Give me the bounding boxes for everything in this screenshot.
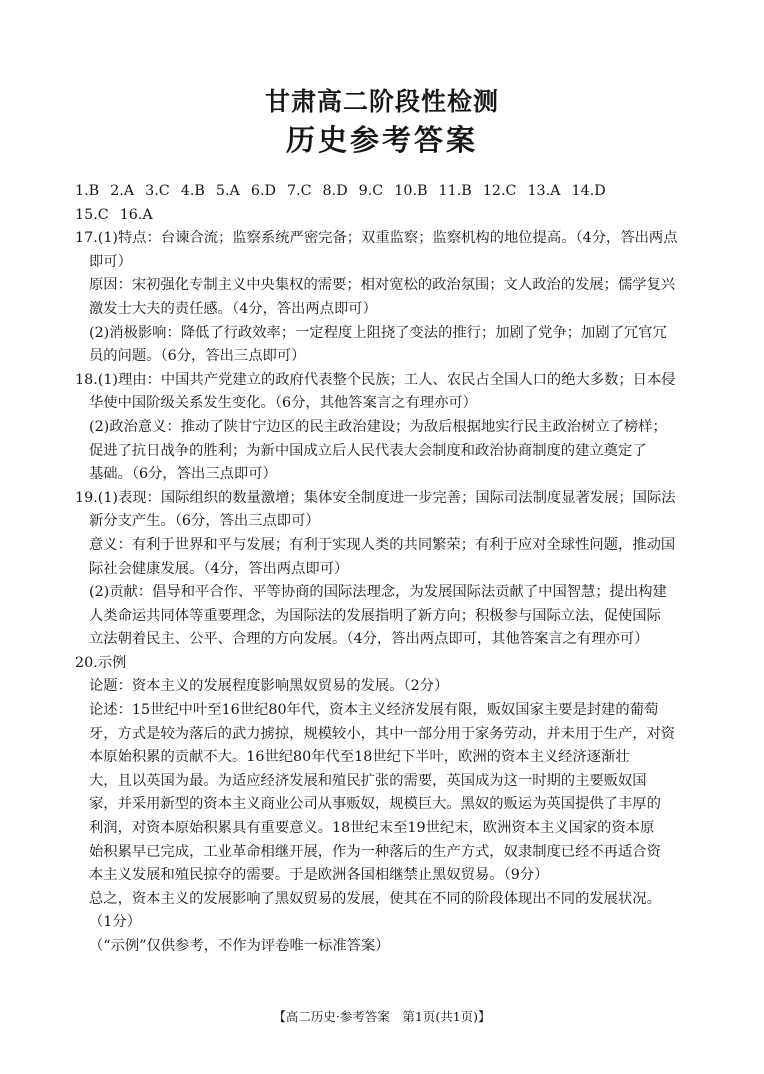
q17-reason-line: 原因：宋初强化专制主义中央集权的需要；相对宽松的政治氛围；文人政治的发展；儒学复兴 (89, 277, 676, 294)
q17-part2-line: 员的问题。（6分，答出三点即可） (89, 348, 306, 365)
mc-answer: 3.C (145, 183, 170, 199)
mc-answer: 13.A (527, 183, 561, 199)
mc-answer: 12.C (482, 183, 517, 199)
q20-heading: 20.示例 (75, 654, 127, 671)
q20-argument-line: 利润，对资本原始积累具有重要意义。18世纪末至19世纪末，欧洲资本主义国家的资本原 (89, 820, 655, 837)
mc-answer: 1.B (75, 183, 100, 199)
mc-answer: 7.C (286, 183, 312, 199)
mc-answer: 5.A (215, 183, 240, 199)
q18-part2-line: 促进了抗日战争的胜利；为新中国成立后人民代表大会制度和政治协商制度的建立奠定了 (89, 442, 647, 459)
page-footer: 【高二历史·参考答案 第1页(共1页)】 (273, 1009, 491, 1024)
mc-answer: 4.B (180, 183, 205, 199)
q20-conclusion-line: （1分） (89, 914, 141, 931)
mc-answers-row-1 (75, 180, 693, 204)
q20-argument-line: 始积累早已完成，工业革命相继开展，作为一种落后的生产方式，奴隶制度已经不再适合资 (89, 843, 661, 860)
mc-answer: 9.C (358, 183, 384, 199)
q20-argument-line: 牙，方式是较为落后的武力掳掠，规模较小，其中一部分用于家务劳动，并未用于生产，对资 (89, 725, 676, 742)
q20-conclusion-line: 总之，资本主义的发展影响了黑奴贸易的发展，使其在不同的阶段体现出不同的发展状况。 (89, 890, 661, 907)
q20-argument-line: 本主义发展和殖民掠夺的需要。于是欧洲各国相继禁止黑奴贸易。（9分） (89, 867, 549, 884)
q20-argument-line: 家，并采用新型的资本主义商业公司从事贩奴，规模巨大。黑奴的贩运为英国提供了丰厚的 (89, 796, 661, 813)
q20-note-line: （“示例”仅供参考，不作为评卷唯一标准答案） (89, 938, 390, 954)
q19-part1-line: 新分支产生。（6分，答出三点即可） (89, 513, 320, 530)
mc-answer: 15.C (75, 206, 109, 223)
mc-answer: 10.B (394, 183, 428, 199)
q19-part2-line: (2)贡献：倡导和平合作、平等协商的国际法理念，为发展国际法贡献了中国智慧；提出构建 (89, 584, 667, 601)
q20-argument-line: 大，且以英国为最。为适应经济发展和殖民扩张的需要，英国成为这一时期的主要贩奴国 (89, 772, 647, 789)
q18-part1-line: 18.(1)理由：中国共产党建立的政府代表整个民族；工人、农民占全国人口的绝大多数；日本侵 (75, 371, 676, 388)
q17-part1-line: 17.(1)特点：台谏合流；监察系统严密完备；双重监察；监察机构的地位提高。（4分，答出两点 (75, 230, 678, 247)
mc-answer: 14.D (571, 183, 606, 199)
mc-answer: 16.A (119, 206, 153, 223)
q17-part2-line: (2)消极影响：降低了行政效率；一定程度上阻挠了变法的推行；加剧了党争；加剧了冗官冗 (89, 324, 667, 341)
q17-reason-line: 激发士大夫的责任感。（4分，答出两点即可） (89, 300, 377, 317)
mc-answer: 2.A (110, 183, 135, 199)
q19-part1-line: 19.(1)表现：国际组织的数量激增；集体安全制度进一步完善；国际司法制度显著发展；国际法 (75, 489, 676, 506)
mc-answers-row-2 (75, 204, 693, 228)
q20-argument-line: 本原始积累的贡献不大。16世纪80年代至18世纪下半叶，欧洲的资本主义经济逐渐壮 (89, 749, 630, 766)
mc-answer: 6.D (250, 183, 276, 199)
q18-part2-line: 基础。（6分，答出三点即可） (89, 466, 277, 483)
q18-part1-line: 华使中国阶级关系发生变化。（6分，其他答案言之有理亦可） (89, 395, 477, 412)
answer-key-title: 历史参考答案 (285, 123, 478, 157)
q19-significance-line: 际社会健康发展。（4分，答出两点即可） (89, 560, 349, 577)
q19-significance-line: 意义：有利于世界和平与发展；有利于实现人类的共同繁荣；有利于应对全球性问题，推动国 (89, 536, 676, 553)
answer-content (75, 180, 693, 959)
exam-title: 甘肃高二阶段性检测 (264, 87, 499, 116)
q17-part1-line: 即可） (89, 253, 132, 270)
q20-argument-line: 论述：15世纪中叶至16世纪80年代，资本主义经济发展有限，贩奴国家主要是封建的葡萄 (89, 702, 659, 719)
mc-answer: 8.D (322, 183, 348, 199)
q18-part2-line: (2)政治意义：推动了陕甘宁边区的民主政治建设；为敌后根据地实行民主政治树立了榜样； (89, 418, 667, 435)
q19-part2-line: 立法朝着民主、公平、合理的方向发展。（4分，答出两点即可，其他答案言之有理亦可） (89, 631, 649, 648)
q19-part2-line: 人类命运共同体等重要理念，为国际法的发展指明了新方向；积极参与国际立法，促使国际 (89, 607, 661, 624)
q20-thesis-line: 论题：资本主义的发展程度影响黑奴贸易的发展。（2分） (89, 678, 449, 695)
mc-answer: 11.B (438, 183, 472, 199)
